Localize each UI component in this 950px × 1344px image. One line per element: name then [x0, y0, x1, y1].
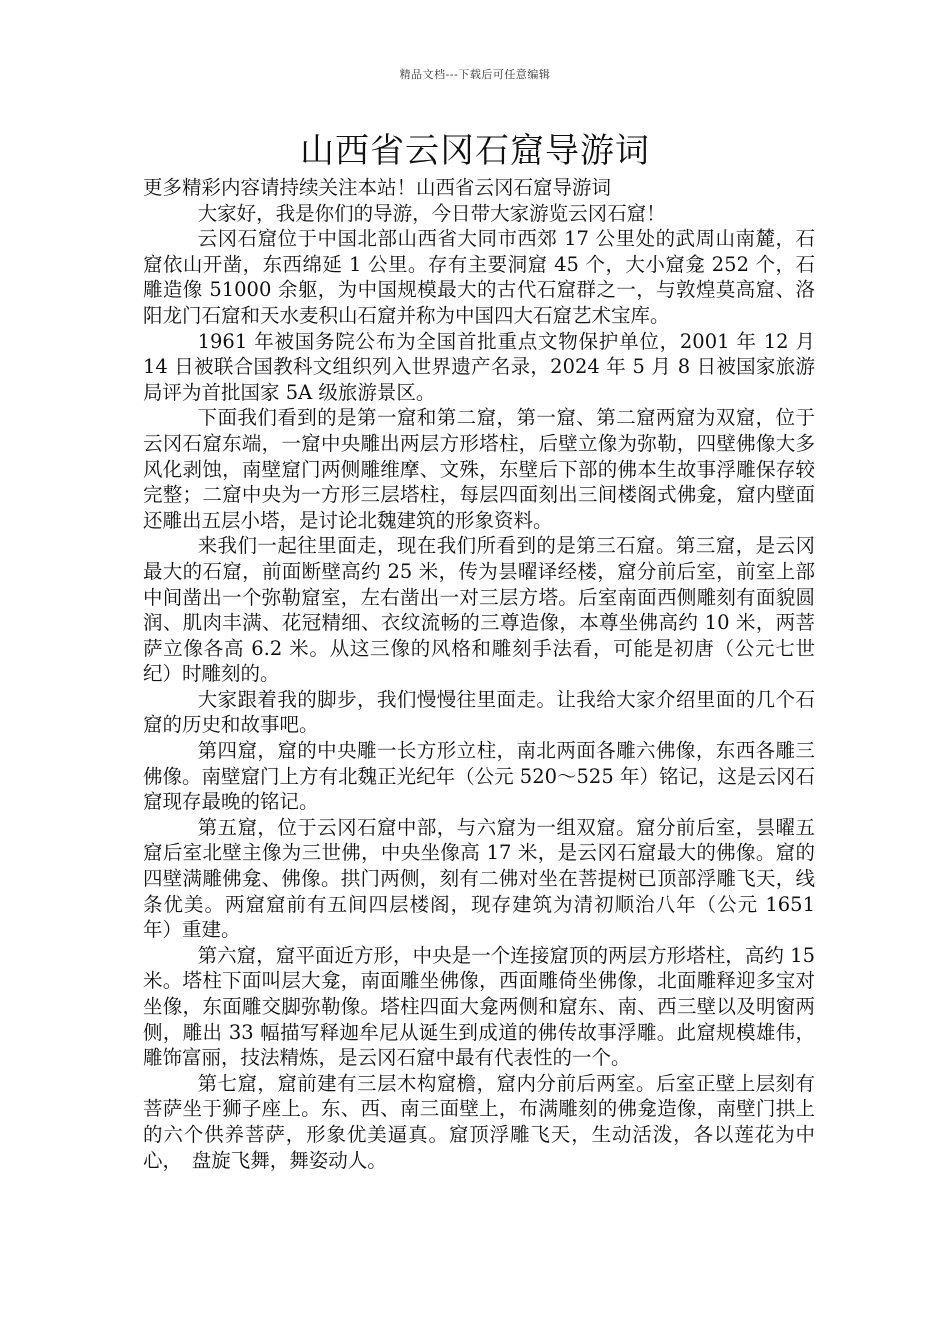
paragraph-caves-1-2: 下面我们看到的是第一窟和第二窟，第一窟、第二窟两窟为双窟，位于云冈石窟东端，一窟中央雕出两层方形塔柱，后壁立像为弥勒，四壁佛像大多风化剥蚀，南壁窟门两侧雕维摩、文殊，东壁后下部的佛本生故事浮雕保存较完整；二窟中央为一方形三层塔柱，每层四面刻出三间楼阁式佛龛，窟内壁面还雕出五层小塔，是讨论北魏建筑的形象资料。 [143, 406, 815, 532]
paragraph-greeting: 大家好，我是你们的导游，今日带大家游览云冈石窟！ [197, 201, 666, 225]
paragraph-cave-4: 第四窟，窟的中央雕一长方形立柱，南北两面各雕六佛像，东西各雕三佛像。南壁窟门上方有北魏正光纪年（公元 520～525 年）铭记，这是云冈石窟现存最晚的铭记。 [143, 739, 815, 814]
paragraph-heritage-status: 1961 年被国务院公布为全国首批重点文物保护单位，2001 年 12 月 14 日被联合国教科文组织列入世界遗产名录，2024 年 5 月 8 日被国家旅游局评为首批国家 5A 级旅游景区。 [143, 329, 815, 404]
document-title: 山西省云冈石窟导游词 [300, 131, 650, 171]
document-body [143, 175, 815, 1173]
lead-line: 更多精彩内容请持续关注本站！山西省云冈石窟导游词 [143, 176, 612, 199]
paragraph-cave-3: 来我们一起往里面走，现在我们所看到的是第三石窟。第三窟，是云冈最大的石窟，前面断壁高约 25 米，传为昙曜译经楼，窟分前后室，前室上部中间凿出一个弥勒窟室，左右凿出一对三层方塔。后室南面西侧雕刻有面貌圆润、肌肉丰满、花冠精细、衣纹流畅的三尊造像，本尊坐佛高约 10 米，两菩萨立像各高 6.2 米。从这三像的风格和雕刻手法看，可能是初唐（公元七世纪）时雕刻的。 [143, 534, 815, 686]
paragraph-cave-7: 第七窟，窟前建有三层木构窟檐，窟内分前后两室。后室正壁上层刻有菩萨坐于狮子座上。东、西、南三面壁上，布满雕刻的佛龛造像，南壁门拱上的六个供养菩萨，形象优美逼真。窟顶浮雕飞天，生动活泼，各以莲花为中心， 盘旋飞舞，舞姿动人。 [143, 1071, 815, 1172]
paragraph-transition: 大家跟着我的脚步，我们慢慢往里面走。让我给大家介绍里面的几个石窟的历史和故事吧。 [143, 687, 815, 737]
paragraph-cave-5: 第五窟，位于云冈石窟中部，与六窟为一组双窟。窟分前后室，昙曜五窟后室北壁主像为三世佛，中央坐像高 17 米，是云冈石窟最大的佛像。窟的四壁满雕佛龛、佛像。拱门两侧，刻有二佛对坐在菩提树已顶部浮雕飞天，线条优美。两窟窟前有五间四层楼阁，现存建筑为清初顺治八年（公元 1651 年）重建。 [143, 815, 815, 942]
paragraph-overview: 云冈石窟位于中国北部山西省大同市西郊 17 公里处的武周山南麓，石窟依山开凿，东西绵延 1 公里。存有主要洞窟 45 个，大小窟龛 252 个，石雕造像 51000 余躯，为中国规模最大的古代石窟群之一，与敦煌莫高窟、洛阳龙门石窟和天水麦积山石窟并称为中国四大石窟艺术宝库。 [143, 227, 815, 327]
paragraph-cave-6: 第六窟，窟平面近方形，中央是一个连接窟顶的两层方形塔柱，高约 15 米。塔柱下面叫层大龛，南面雕坐佛像，西面雕倚坐佛像，北面雕释迎多宝对坐像，东面雕交脚弥勒像。塔柱四面大龛两侧和窟东、南、西三壁以及明窗两侧，雕出 33 幅描写释迦牟尼从诞生到成道的佛传故事浮雕。此窟规模雄伟，雕饰富丽，技法精炼，是云冈石窟中最有代表性的一个。 [143, 943, 815, 1070]
page-header-note: 精品文档---下载后可任意编辑 [399, 68, 551, 81]
